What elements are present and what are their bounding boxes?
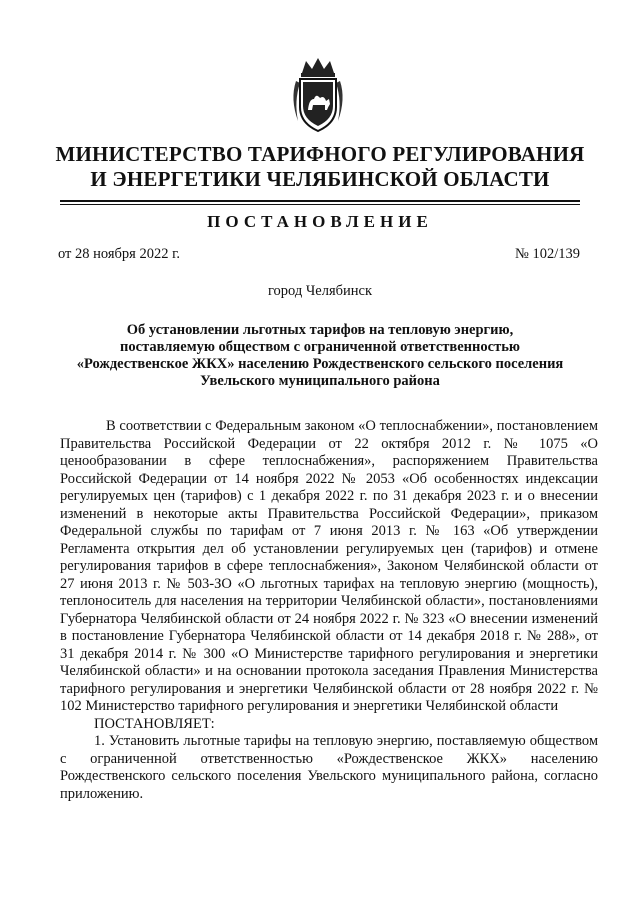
coat-of-arms-emblem bbox=[288, 55, 348, 135]
ministry-line-2: И ЭНЕРГЕТИКИ ЧЕЛЯБИНСКОЙ ОБЛАСТИ bbox=[90, 167, 550, 191]
header-rule-thick bbox=[60, 200, 580, 202]
document-body bbox=[60, 418, 598, 803]
ministry-line-1: МИНИСТЕРСТВО ТАРИФНОГО РЕГУЛИРОВАНИЯ bbox=[55, 142, 585, 166]
ministry-name bbox=[40, 142, 600, 192]
document-number: № 102/139 bbox=[515, 246, 580, 262]
title-line: Увельского муниципального района bbox=[200, 373, 440, 389]
title-line: поставляемую обществом с ограниченной ответственностью bbox=[120, 339, 520, 355]
header-rule-thin bbox=[60, 204, 580, 205]
document-date: от 28 ноября 2022 г. bbox=[58, 246, 181, 262]
decree-line: ПОСТАНОВЛЯЕТ: bbox=[94, 715, 215, 732]
document-type: ПОСТАНОВЛЕНИЕ bbox=[207, 212, 433, 231]
title-line: Об установлении льготных тарифов на тепловую энергию, bbox=[126, 322, 514, 338]
document-city: город Челябинск bbox=[267, 283, 373, 299]
item-1-paragraph: 1. Установить льготные тарифы на тепловую энергию, поставляемую обществом с ограниченной ответственностью «Рождественское ЖКХ» населению Рождественского сельского поселения Увельского муниципального района, согласно приложению. bbox=[60, 733, 598, 802]
preamble-paragraph: В соответствии с Федеральным законом «О теплоснабжении», постановлением Правительства Российской Федерации от 22 октября 2012 г. № 1075 «О ценообразовании в сфере теплоснабжения», распоряжением Правительства Российской Федерации от 14 ноября 2022 № 2053 «Об особенностях индексации регулируемых цен (тарифов) с 1 декабря 2022 г. по 31 декабря 2023 г. и о внесении изменений в некоторые акты Правительства Российской Федерации», приказом Федеральной службы по тарифам от 7 июня 2013 г. № 163 «Об утверждении Регламента открытия дел об установлении регулируемых цен (тарифов) и отмене регулирования тарифов в сфере теплоснабжения», Законом Челябинской области от 27 июня 2013 г. № 503-ЗО «О льготных тарифах на тепловую энергию (мощность), теплоноситель для населения на территории Челябинской области», постановлениями Губернатора Челябинской области от 24 ноября 2022 г. № 323 «О внесении изменений в постановление Губернатора Челябинской области от 14 декабря 2018 г. № 288», от 31 декабря 2014 г. № 300 «О Министерстве тарифного регулирования и энергетики Челябинской области» и на основании протокола заседания Правления Министерства тарифного регулирования и энергетики Челябинской области от 28 ноября 2022 г. № 102 Министерство тарифного регулирования и энергетики Челябинской области bbox=[60, 418, 598, 714]
title-line: «Рождественское ЖКХ» населению Рождественского сельского поселения bbox=[76, 356, 564, 372]
document-title bbox=[70, 322, 570, 390]
